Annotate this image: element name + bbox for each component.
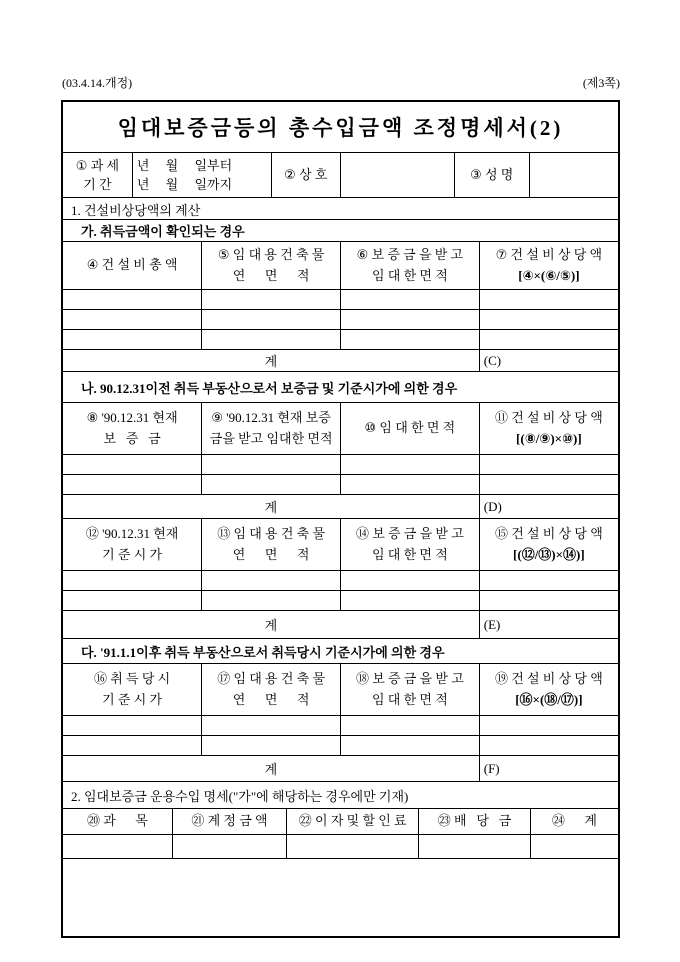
- total-label: 계: [63, 756, 479, 782]
- input-cell: [341, 475, 480, 495]
- rental-building-floor-area-header: ⑰ 임 대 용 건 축 물 연 면 적: [202, 664, 341, 716]
- input-cell: [63, 310, 202, 330]
- input-cell: [63, 455, 202, 475]
- case-a-heading: 가. 취득금액이 확인되는 경우: [81, 224, 245, 239]
- trade-name-label: ② 상 호: [271, 153, 340, 198]
- case-c-heading: 다. '91.1.1이후 취득 부동산으로서 취득당시 기준시가에 의한 경우: [81, 644, 445, 660]
- total-construction-cost-header: ④ 건 설 비 총 액: [63, 242, 202, 290]
- tax-period-value: 년 월 일부터 년 월 일까지: [132, 153, 271, 198]
- dividend-header: ㉓ 배 당 금: [419, 809, 531, 835]
- construction-cost-equivalent-header: ⑮ 건 설 비 상 당 액 [(⑫/⑬)×⑭)]: [479, 519, 618, 571]
- name-label: ③ 성 명: [454, 153, 529, 198]
- section2-heading: 2. 임대보증금 운용수입 명세("가"에 해당하는 경우에만 기재): [71, 789, 409, 804]
- input-cell: [341, 736, 480, 756]
- input-cell: [479, 571, 618, 591]
- total-code-F: (F): [479, 756, 618, 782]
- input-cell: [341, 290, 480, 310]
- construction-cost-equivalent-header: ⑦ 건 설 비 상 당 액 [④×(⑥/⑤)]: [479, 242, 618, 290]
- taxpayer-info-table: [63, 152, 618, 198]
- interest-discount-header: ㉒ 이 자 및 할 인 료: [287, 809, 419, 835]
- deposit-rented-area-header: ⑭ 보 증 금 을 받 고 임 대 한 면 적: [341, 519, 480, 571]
- trade-name-value: [341, 153, 455, 198]
- acquisition-standard-price-header: ⑯ 취 득 당 시 기 준 시 가: [63, 664, 202, 716]
- name-value: [529, 153, 618, 198]
- account-amount-header: ㉑ 계 정 금 액: [172, 809, 286, 835]
- input-cell: [202, 455, 341, 475]
- total-code-E: (E): [479, 611, 618, 639]
- input-cell: [202, 571, 341, 591]
- input-cell: [479, 310, 618, 330]
- input-cell: [63, 835, 172, 859]
- input-cell: [63, 330, 202, 350]
- case-b-table-standard-price: [63, 518, 618, 639]
- input-cell: [530, 835, 618, 859]
- input-cell: [202, 591, 341, 611]
- input-cell: [479, 591, 618, 611]
- total-label: 계: [63, 350, 479, 372]
- input-cell: [63, 475, 202, 495]
- input-cell: [287, 835, 419, 859]
- rental-building-floor-area-header: ⑤ 임 대 용 건 축 물 연 면 적: [202, 242, 341, 290]
- total-code-D: (D): [479, 495, 618, 519]
- rented-area-header: ⑩ 임 대 한 면 적: [341, 403, 480, 455]
- standard-price-19901231-header: ⑫ '90.12.31 현재 기 준 시 가: [63, 519, 202, 571]
- deposit-rented-area-header: ⑥ 보 증 금 을 받 고 임 대 한 면 적: [341, 242, 480, 290]
- input-cell: [341, 310, 480, 330]
- page-number-note: (제3쪽): [582, 76, 620, 90]
- deposit-19901231-header: ⑧ '90.12.31 현재 보 증 금: [63, 403, 202, 455]
- input-cell: [341, 571, 480, 591]
- input-cell: [479, 475, 618, 495]
- sum-header: ㉔ 계: [530, 809, 618, 835]
- input-cell: [341, 455, 480, 475]
- case-b-table-deposit: [63, 402, 618, 519]
- page-meta: [62, 74, 620, 91]
- total-code-C: (C): [479, 350, 618, 372]
- deposit-operation-income-table: [63, 808, 618, 859]
- input-cell: [202, 475, 341, 495]
- input-cell: [202, 310, 341, 330]
- input-cell: [479, 290, 618, 310]
- section1-heading: 1. 건설비상당액의 계산: [63, 198, 618, 220]
- deposit-rented-area-header: ⑱ 보 증 금 을 받 고 임 대 한 면 적: [341, 664, 480, 716]
- input-cell: [202, 290, 341, 310]
- total-label: 계: [63, 495, 479, 519]
- case-a-table: [63, 241, 618, 372]
- rental-building-floor-area-header: ⑬ 임 대 용 건 축 물 연 면 적: [202, 519, 341, 571]
- case-c-table: [63, 663, 618, 782]
- input-cell: [172, 835, 286, 859]
- input-cell: [341, 591, 480, 611]
- input-cell: [63, 571, 202, 591]
- input-cell: [63, 716, 202, 736]
- revision-note: (03.4.14.개정): [62, 76, 133, 90]
- case-b-heading: 나. 90.12.31이전 취득 부동산으로서 보증금 및 기준시가에 의한 경우: [81, 380, 458, 396]
- input-cell: [63, 736, 202, 756]
- input-cell: [479, 736, 618, 756]
- construction-cost-equivalent-header: ⑪ 건 설 비 상 당 액 [(⑧/⑨)×⑩)]: [479, 403, 618, 455]
- input-cell: [202, 716, 341, 736]
- input-cell: [479, 455, 618, 475]
- input-cell: [202, 330, 341, 350]
- deposit-rented-area-19901231-header: ⑨ '90.12.31 현재 보증 금을 받고 임대한 면적: [202, 403, 341, 455]
- input-cell: [341, 716, 480, 736]
- input-cell: [479, 716, 618, 736]
- input-cell: [63, 290, 202, 310]
- input-cell: [419, 835, 531, 859]
- input-cell: [341, 330, 480, 350]
- input-cell: [479, 330, 618, 350]
- account-item-header: ⑳ 과 목: [63, 809, 172, 835]
- tax-period-label: ① 과 세 기 간: [63, 153, 132, 198]
- total-label: 계: [63, 611, 479, 639]
- construction-cost-equivalent-header: ⑲ 건 설 비 상 당 액 [⑯×(⑱/⑰)]: [479, 664, 618, 716]
- form-border: [61, 100, 620, 938]
- form-title: 임대보증금등의 총수입금액 조정명세서(2): [117, 116, 564, 140]
- blank-area: [63, 859, 618, 936]
- input-cell: [63, 591, 202, 611]
- input-cell: [202, 736, 341, 756]
